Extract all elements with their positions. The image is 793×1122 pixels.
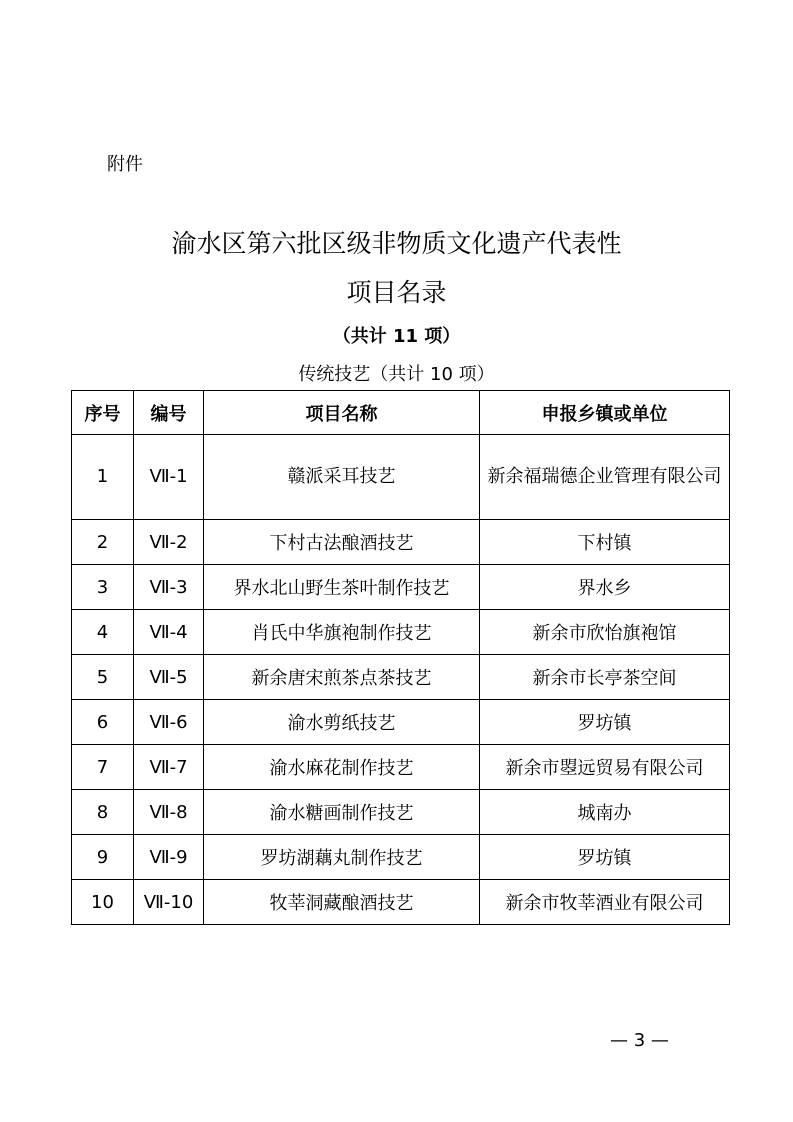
cell-project-name: 新余唐宋煎茶点茶技艺	[204, 655, 480, 700]
table-row	[72, 435, 730, 520]
table-row	[72, 565, 730, 610]
document-title-line1: 渝水区第六批区级非物质文化遗产代表性	[171, 229, 622, 258]
cell-applicant-unit: 新余市牧莘酒业有限公司	[480, 880, 730, 925]
cell-applicant-unit: 新余市欣怡旗袍馆	[480, 610, 730, 655]
cell-applicant-unit: 新余市长亭茶空间	[480, 655, 730, 700]
cell-code: Ⅶ-6	[134, 700, 204, 745]
table-row	[72, 655, 730, 700]
cell-serial: 3	[72, 565, 134, 610]
cell-project-name: 下村古法酿酒技艺	[204, 520, 480, 565]
cell-serial: 7	[72, 745, 134, 790]
header-applicant-unit: 申报乡镇或单位	[480, 391, 730, 435]
cell-applicant-unit: 下村镇	[480, 520, 730, 565]
header-project-name: 项目名称	[204, 391, 480, 435]
table-row	[72, 835, 730, 880]
category-note: 传统技艺（共计 10 项）	[298, 364, 495, 385]
table-row	[72, 610, 730, 655]
cell-code: Ⅶ-9	[134, 835, 204, 880]
header-serial: 序号	[72, 391, 134, 435]
cell-serial: 1	[72, 435, 134, 520]
cell-project-name: 罗坊湖藕丸制作技艺	[204, 835, 480, 880]
table-row	[72, 700, 730, 745]
table-row	[72, 880, 730, 925]
table-row	[72, 520, 730, 565]
cell-project-name: 牧莘洞藏酿酒技艺	[204, 880, 480, 925]
project-list-table	[71, 390, 730, 925]
cell-code: Ⅶ-4	[134, 610, 204, 655]
cell-code: Ⅶ-8	[134, 790, 204, 835]
cell-project-name: 渝水糖画制作技艺	[204, 790, 480, 835]
cell-code: Ⅶ-3	[134, 565, 204, 610]
cell-applicant-unit: 城南办	[480, 790, 730, 835]
cell-code: Ⅶ-1	[134, 435, 204, 520]
table-header-row	[72, 391, 730, 435]
cell-project-name: 渝水剪纸技艺	[204, 700, 480, 745]
cell-project-name: 界水北山野生茶叶制作技艺	[204, 565, 480, 610]
cell-serial: 6	[72, 700, 134, 745]
attachment-label: 附件	[107, 154, 143, 175]
cell-code: Ⅶ-5	[134, 655, 204, 700]
table-row	[72, 790, 730, 835]
cell-project-name: 肖氏中华旗袍制作技艺	[204, 610, 480, 655]
cell-project-name: 渝水麻花制作技艺	[204, 745, 480, 790]
cell-applicant-unit: 新余福瑞德企业管理有限公司	[480, 435, 730, 520]
cell-applicant-unit: 罗坊镇	[480, 700, 730, 745]
document-title-line2: 项目名录	[346, 278, 447, 307]
cell-serial: 5	[72, 655, 134, 700]
cell-serial: 8	[72, 790, 134, 835]
total-count-note: （共计 11 项）	[332, 326, 461, 347]
cell-applicant-unit: 罗坊镇	[480, 835, 730, 880]
table-row	[72, 745, 730, 790]
cell-serial: 9	[72, 835, 134, 880]
page-number: — 3 —	[610, 1030, 669, 1051]
cell-project-name: 赣派采耳技艺	[204, 435, 480, 520]
cell-code: Ⅶ-2	[134, 520, 204, 565]
cell-serial: 10	[72, 880, 134, 925]
cell-serial: 2	[72, 520, 134, 565]
cell-code: Ⅶ-7	[134, 745, 204, 790]
cell-applicant-unit: 界水乡	[480, 565, 730, 610]
header-code: 编号	[134, 391, 204, 435]
cell-code: Ⅶ-10	[134, 880, 204, 925]
cell-applicant-unit: 新余市曌远贸易有限公司	[480, 745, 730, 790]
cell-serial: 4	[72, 610, 134, 655]
